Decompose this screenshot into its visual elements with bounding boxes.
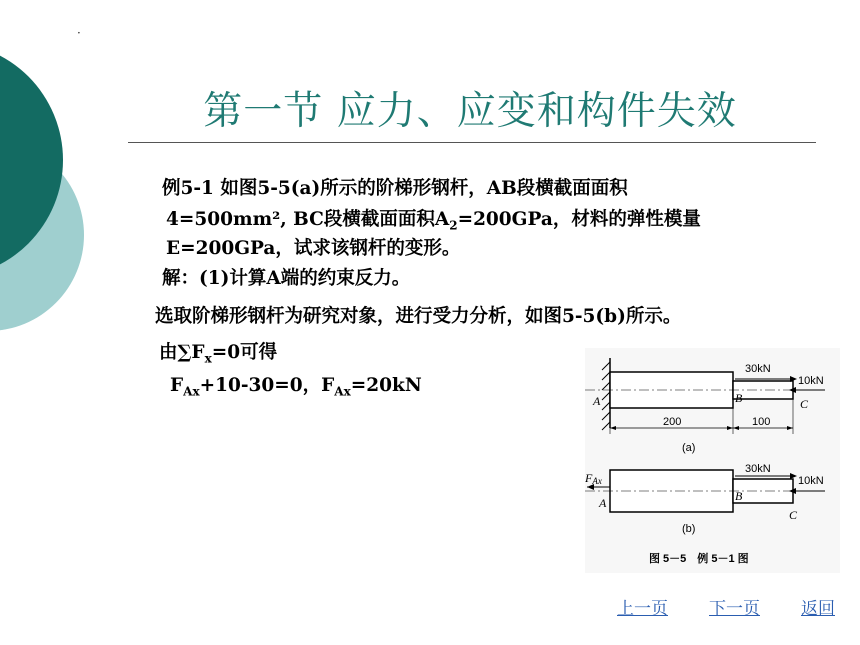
equation-line xyxy=(170,377,422,398)
label-a-bottom: A xyxy=(599,496,607,510)
subfigure-a-label: (a) xyxy=(682,442,696,454)
label-a-top: A xyxy=(593,394,601,408)
equilibrium-subscript: x xyxy=(204,351,212,366)
equilibrium-suffix: =0可得 xyxy=(211,342,278,363)
load-30-label-b: 30kN xyxy=(745,463,771,475)
equation-end: =20kN xyxy=(350,375,422,396)
example-line-2-rest: =200GPa，材料的弹性模量 xyxy=(457,209,701,230)
next-page-link[interactable]: 下一页 xyxy=(709,599,760,619)
dimension-100: 100 xyxy=(752,416,771,428)
solution-line-2: 选取阶梯形钢杆为研究对象，进行受力分析，如图5-5(b)所示。 xyxy=(155,306,682,327)
dimension-200: 200 xyxy=(663,416,682,428)
title-divider xyxy=(128,142,816,143)
example-line-2-area: 4=500mm², xyxy=(166,209,287,230)
example-line-2-text: BC段横截面面积A xyxy=(293,209,450,230)
reaction-label: F xyxy=(585,471,593,485)
solution-line-3 xyxy=(159,344,277,365)
equation-sub2: Ax xyxy=(334,384,351,399)
load-30-label-a: 30kN xyxy=(745,363,771,375)
subfigure-b-label: (b) xyxy=(682,523,696,535)
equation-sub1: Ax xyxy=(183,384,200,399)
decorative-circles xyxy=(0,0,120,360)
label-c-bottom: C xyxy=(789,508,798,522)
label-b-bottom: B xyxy=(735,489,743,503)
load-10-label-a: 10kN xyxy=(798,375,824,387)
stepped-bar-figure xyxy=(585,348,840,573)
example-line-2 xyxy=(166,211,701,232)
slide-title: 第一节 应力、应变和构件失效 xyxy=(203,89,737,134)
equilibrium-prefix: 由∑F xyxy=(159,342,205,363)
equation-mid: +10-30=0，F xyxy=(199,375,335,396)
load-10-label-b: 10kN xyxy=(798,475,824,487)
example-line-2-subscript: 2 xyxy=(449,218,458,233)
label-c-top: C xyxy=(800,397,809,411)
label-b-top: B xyxy=(735,391,743,405)
figure-caption: 图 5－5 例 5－1 图 xyxy=(649,553,749,565)
reaction-subscript: Ax xyxy=(592,476,602,486)
prev-page-link[interactable]: 上一页 xyxy=(617,599,668,619)
back-link[interactable]: 返回 xyxy=(801,599,835,619)
example-line-3: E=200GPa，试求该钢杆的变形。 xyxy=(166,238,461,259)
decorative-dot: · xyxy=(77,26,81,40)
example-line-1: 例5-1 如图5-5(a)所示的阶梯形钢杆，AB段横截面面积 xyxy=(162,178,628,199)
equation-f1: F xyxy=(170,375,184,396)
solution-line-1: 解：(1)计算A端的约束反力。 xyxy=(162,268,411,289)
